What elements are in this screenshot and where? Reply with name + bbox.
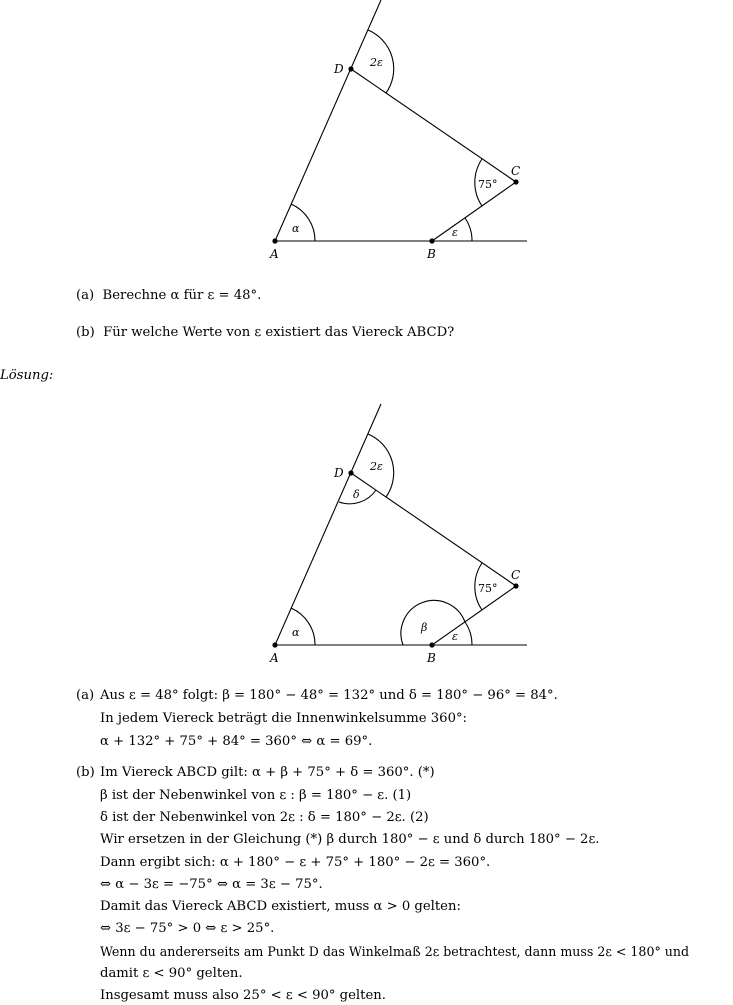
angle-label-2epsilon: 2ε (370, 56, 383, 69)
angle-arc-epsilon (465, 218, 472, 241)
figure-1 (0, 0, 733, 265)
solution-b-line-8: ⇔ 3ε − 75° > 0 ⇔ ε > 25°. (100, 921, 275, 936)
angle-label-alpha: α (292, 626, 300, 639)
point-d (348, 66, 353, 71)
side-cb (432, 586, 516, 645)
solution-b-line-2: β ist der Nebenwinkel von ε : β = 180° − ε. (1) (100, 788, 412, 803)
solution-a-label: (a) (76, 688, 95, 703)
angle-label-75: 75° (478, 178, 498, 191)
angle-label-epsilon: ε (452, 226, 458, 239)
task-a (76, 288, 261, 304)
solution-b-line-7: Damit das Viereck ABCD existiert, muss α > 0 gelten: (100, 899, 461, 914)
point-d (348, 470, 353, 475)
task-b-label: (b) (76, 325, 95, 340)
solution-b-line-5: Dann ergibt sich: α + 180° − ε + 75° + 180° − 2ε = 360°. (100, 855, 491, 870)
angle-label-75: 75° (478, 582, 498, 595)
label-d: D (334, 466, 344, 480)
solution-b-line-11: Insgesamt muss also 25° < ε < 90° gelten. (100, 988, 386, 1003)
side-cb (432, 182, 516, 241)
figure-2 (0, 400, 733, 670)
line-ad-extended (275, 0, 381, 241)
solution-a-line-3: α + 132° + 75° + 84° = 360° ⇔ α = 69°. (100, 734, 373, 749)
solution-b-line-9: Wenn du andererseits am Punkt D das Winkelmaß 2ε betrachtest, dann muss 2ε < 180° und (100, 944, 690, 959)
label-d: D (334, 62, 344, 76)
point-c (513, 179, 518, 184)
angle-label-2epsilon: 2ε (370, 460, 383, 473)
solution-b-label: (b) (76, 765, 95, 780)
label-a: A (270, 247, 279, 261)
solution-b-line-10: damit ε < 90° gelten. (100, 966, 243, 981)
label-b: B (427, 651, 436, 665)
solution-a-line-1: Aus ε = 48° folgt: β = 180° − 48° = 132° und δ = 180° − 96° = 84°. (100, 688, 558, 703)
angle-label-delta: δ (353, 488, 360, 501)
task-b-text: Für welche Werte von ε existiert das Viereck ABCD? (103, 325, 455, 340)
solution-a-line-2: In jedem Viereck beträgt die Innenwinkelsumme 360°: (100, 711, 468, 726)
loesung-heading: Lösung: (0, 368, 54, 383)
point-a (272, 238, 277, 243)
angle-label-epsilon: ε (452, 630, 458, 643)
angle-arc-epsilon (465, 622, 472, 645)
line-ad-extended (275, 404, 381, 645)
point-c (513, 583, 518, 588)
point-b (429, 642, 434, 647)
solution-b-line-3: δ ist der Nebenwinkel von 2ε : δ = 180° − 2ε. (2) (100, 810, 429, 825)
solution-b-line-4: Wir ersetzen in der Gleichung (*) β durch 180° − ε und δ durch 180° − 2ε. (100, 832, 600, 847)
label-c: C (511, 164, 521, 178)
task-b (76, 325, 454, 341)
solution-b-line-1: Im Viereck ABCD gilt: α + β + 75° + δ = 360°. (*) (100, 765, 435, 780)
label-b: B (427, 247, 436, 261)
point-b (429, 238, 434, 243)
solution-b-line-6: ⇔ α − 3ε = −75° ⇔ α = 3ε − 75°. (100, 877, 323, 892)
task-a-text: Berechne α für ε = 48°. (102, 288, 262, 303)
label-a: A (270, 651, 279, 665)
angle-label-beta: β (421, 621, 428, 634)
label-c: C (511, 568, 521, 582)
quadrilateral-diagram-2 (0, 400, 733, 670)
task-a-label: (a) (76, 288, 95, 303)
point-a (272, 642, 277, 647)
quadrilateral-diagram-1 (0, 0, 733, 265)
angle-label-alpha: α (292, 222, 300, 235)
side-dc (351, 69, 516, 182)
